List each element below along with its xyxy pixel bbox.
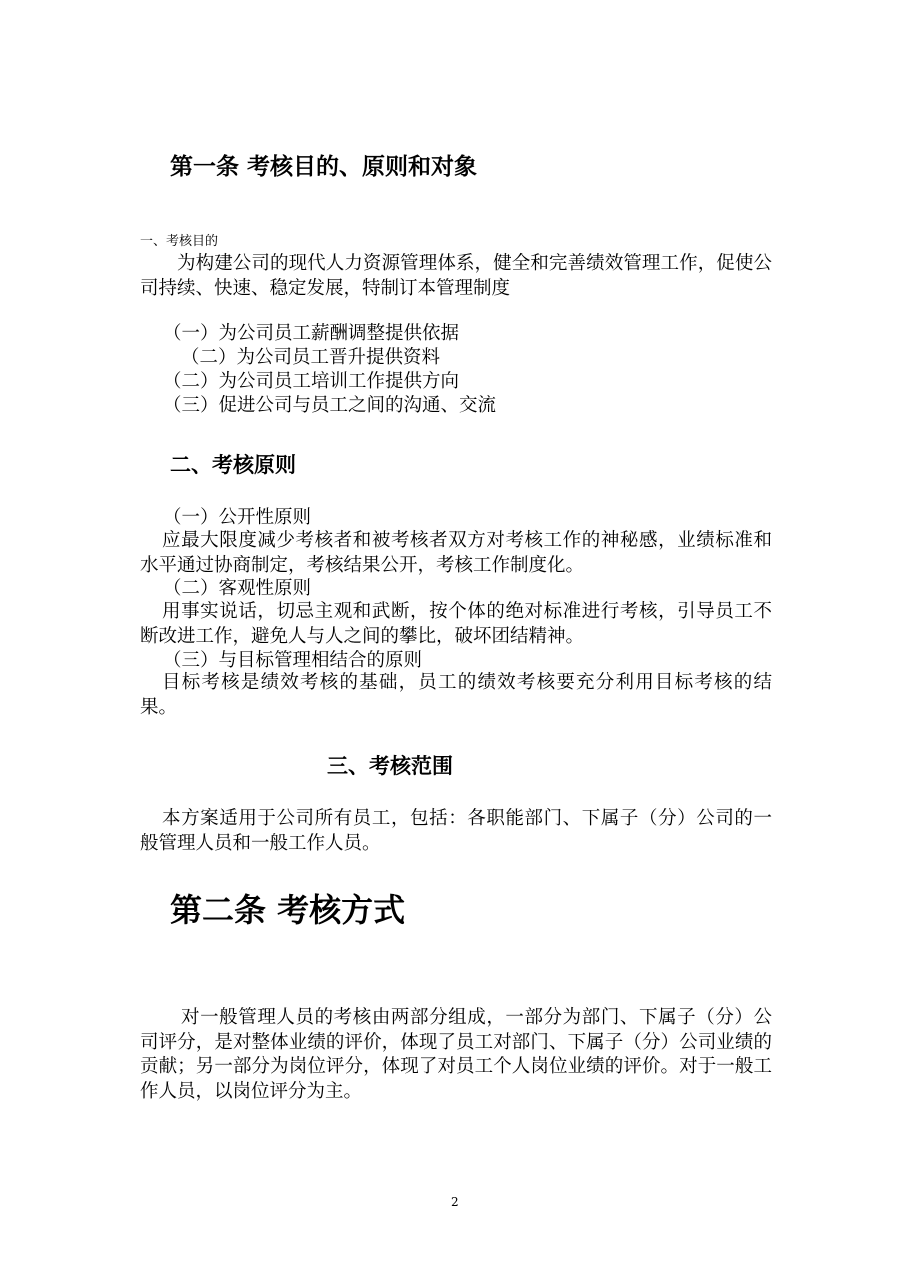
purpose-item: （二）为公司员工晋升提供资料 <box>181 347 441 368</box>
purpose-paragraph: 为构建公司的现代人力资源管理体系，健全和完善绩效管理工作，促使公司持续、快速、稳定发展，特制订本管理制度 <box>140 253 772 299</box>
article2-paragraph: 对一般管理人员的考核由两部分组成，一部分为部门、下属子（分）公司评分，是对整体业绩的评价，体现了员工对部门、下属子（分）公司业绩的贡献；另一部分为岗位评分，体现了对员工个人岗位业绩的评价。对于一般工作人员，以岗位评分为主。 <box>140 1007 772 1102</box>
principle-text: 用事实说话，切忌主观和武断，按个体的绝对标准进行考核，引导员工不断改进工作，避免人与人之间的攀比，破坏团结精神。 <box>140 601 772 647</box>
principle-title: （三）与目标管理相结合的原则 <box>163 650 423 671</box>
principle-title: （二）客观性原则 <box>163 578 312 599</box>
section3-heading: 三、考核范围 <box>327 754 453 778</box>
principle-title: （一）公开性原则 <box>163 507 312 528</box>
scope-paragraph: 本方案适用于公司所有员工，包括：各职能部门、下属子（分）公司的一般管理人员和一般工作人员。 <box>140 808 772 854</box>
page-number: 2 <box>451 1195 459 1209</box>
principle-text: 应最大限度减少考核者和被考核者双方对考核工作的神秘感，业绩标准和水平通过协商制定，考核结果公开，考核工作制度化。 <box>140 530 772 576</box>
purpose-item: （二）为公司员工培训工作提供方向 <box>163 371 460 392</box>
article2-title: 第二条 考核方式 <box>170 891 406 929</box>
purpose-item: （三）促进公司与员工之间的沟通、交流 <box>163 395 497 416</box>
purpose-item: （一）为公司员工薪酬调整提供依据 <box>163 323 460 344</box>
section1-heading: 一、考核目的 <box>140 234 219 249</box>
section2-heading: 二、考核原则 <box>170 453 296 477</box>
article1-title: 第一条 考核目的、原则和对象 <box>170 154 478 180</box>
principle-text: 目标考核是绩效考核的基础，员工的绩效考核要充分利用目标考核的结果。 <box>140 672 772 718</box>
